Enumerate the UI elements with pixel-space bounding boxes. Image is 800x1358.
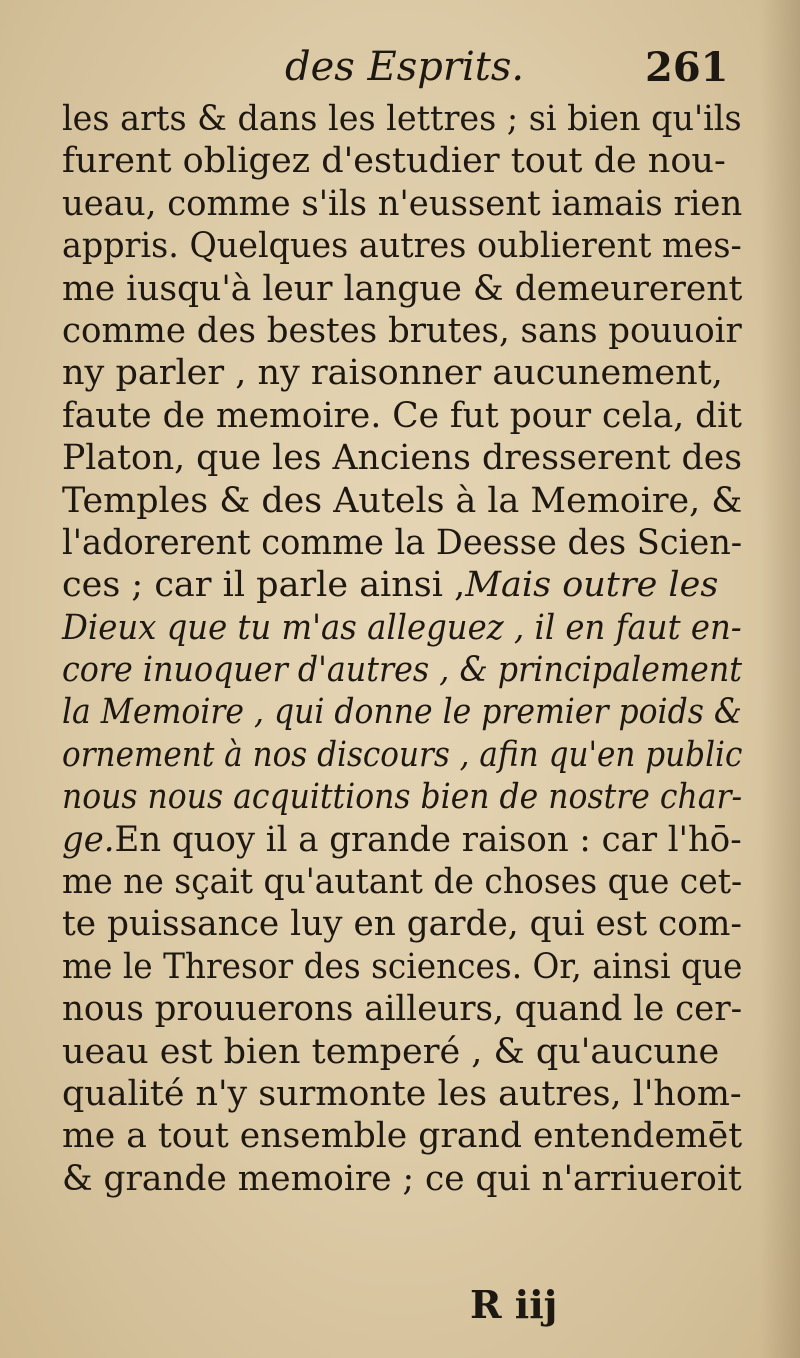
text-segment: faute de memoire. Ce fut pour cela, dit (62, 395, 743, 436)
text-segment: ueau, comme s'ils n'eussent iamais rien (62, 183, 743, 224)
text-segment: les arts & dans les lettres ; si bien qu'ils (62, 99, 742, 139)
body-text (62, 98, 742, 1200)
text-line (62, 903, 743, 945)
text-line (62, 734, 743, 776)
text-line (62, 691, 742, 733)
text-line (62, 1158, 742, 1200)
text-segment: me iusqu'à leur langue & demeurerent (62, 268, 743, 309)
text-line (62, 437, 743, 479)
text-segment: & grande memoire ; ce qui n'arriueroit (62, 1158, 742, 1199)
italic-segment: Mais outre les (465, 565, 719, 606)
text-line (62, 607, 742, 649)
italic-segment: nous nous acquittions bien de nostre char- (62, 777, 743, 818)
text-segment: En quoy il a grande raison : car l'hō- (114, 819, 742, 860)
page-number: 261 (645, 44, 729, 91)
text-line (62, 1031, 742, 1073)
text-line (62, 988, 743, 1030)
text-segment: ueau est bien temperé , & qu'aucune (62, 1031, 720, 1072)
text-segment: ny parler , ny raisonner aucunement, (62, 353, 723, 394)
text-line (62, 395, 743, 437)
text-segment: te puissance luy en garde, qui est com- (62, 904, 743, 945)
page-footer (0, 1282, 800, 1332)
italic-segment: Dieux que tu m'as alleguez , il en faut en- (62, 607, 742, 648)
text-segment: comme des bestes brutes, sans pouuoir (62, 310, 742, 351)
text-line (62, 564, 742, 606)
text-line (62, 140, 742, 182)
italic-segment: ge. (62, 819, 115, 860)
text-segment: qualité n'y surmonte les autres, l'hom- (62, 1073, 742, 1114)
text-line (62, 183, 743, 225)
text-line (62, 225, 742, 267)
page-edge-shadow (760, 0, 800, 1358)
page-header (0, 38, 800, 98)
text-segment: ces ; car il parle ainsi , (62, 565, 466, 606)
text-line (62, 480, 743, 522)
text-line (62, 776, 743, 818)
text-line (62, 268, 743, 310)
text-line (62, 352, 742, 394)
text-segment: me le Thresor des sciences. Or, ainsi que (62, 946, 743, 987)
text-line (62, 98, 742, 140)
text-line (62, 310, 742, 352)
text-line (62, 819, 742, 861)
italic-segment: la Memoire , qui donne le premier poids & (62, 692, 742, 733)
running-head: des Esprits. (285, 44, 525, 90)
text-segment: Temples & des Autels à la Memoire, & (62, 480, 743, 521)
text-segment: furent obligez d'estudier tout de nou- (62, 141, 726, 182)
text-segment: me a tout ensemble grand entendemēt (62, 1116, 743, 1157)
text-line (62, 1073, 742, 1115)
text-line (62, 946, 743, 988)
italic-segment: core inuoquer d'autres , & principalement (62, 650, 743, 691)
signature-mark: R iij (470, 1282, 558, 1327)
text-line (62, 861, 743, 903)
text-segment: Platon, que les Anciens dresserent des (62, 438, 743, 479)
text-segment: nous prouuerons ailleurs, quand le cer- (62, 989, 743, 1030)
text-line (62, 522, 743, 564)
text-segment: me ne sçait qu'autant de choses que cet- (62, 862, 743, 903)
text-segment: l'adorerent comme la Deesse des Scien- (62, 522, 743, 563)
text-line (62, 1115, 743, 1157)
text-line (62, 649, 743, 691)
text-segment: appris. Quelques autres oublierent mes- (62, 226, 742, 267)
italic-segment: ornement à nos discours , afin qu'en public (62, 734, 743, 775)
